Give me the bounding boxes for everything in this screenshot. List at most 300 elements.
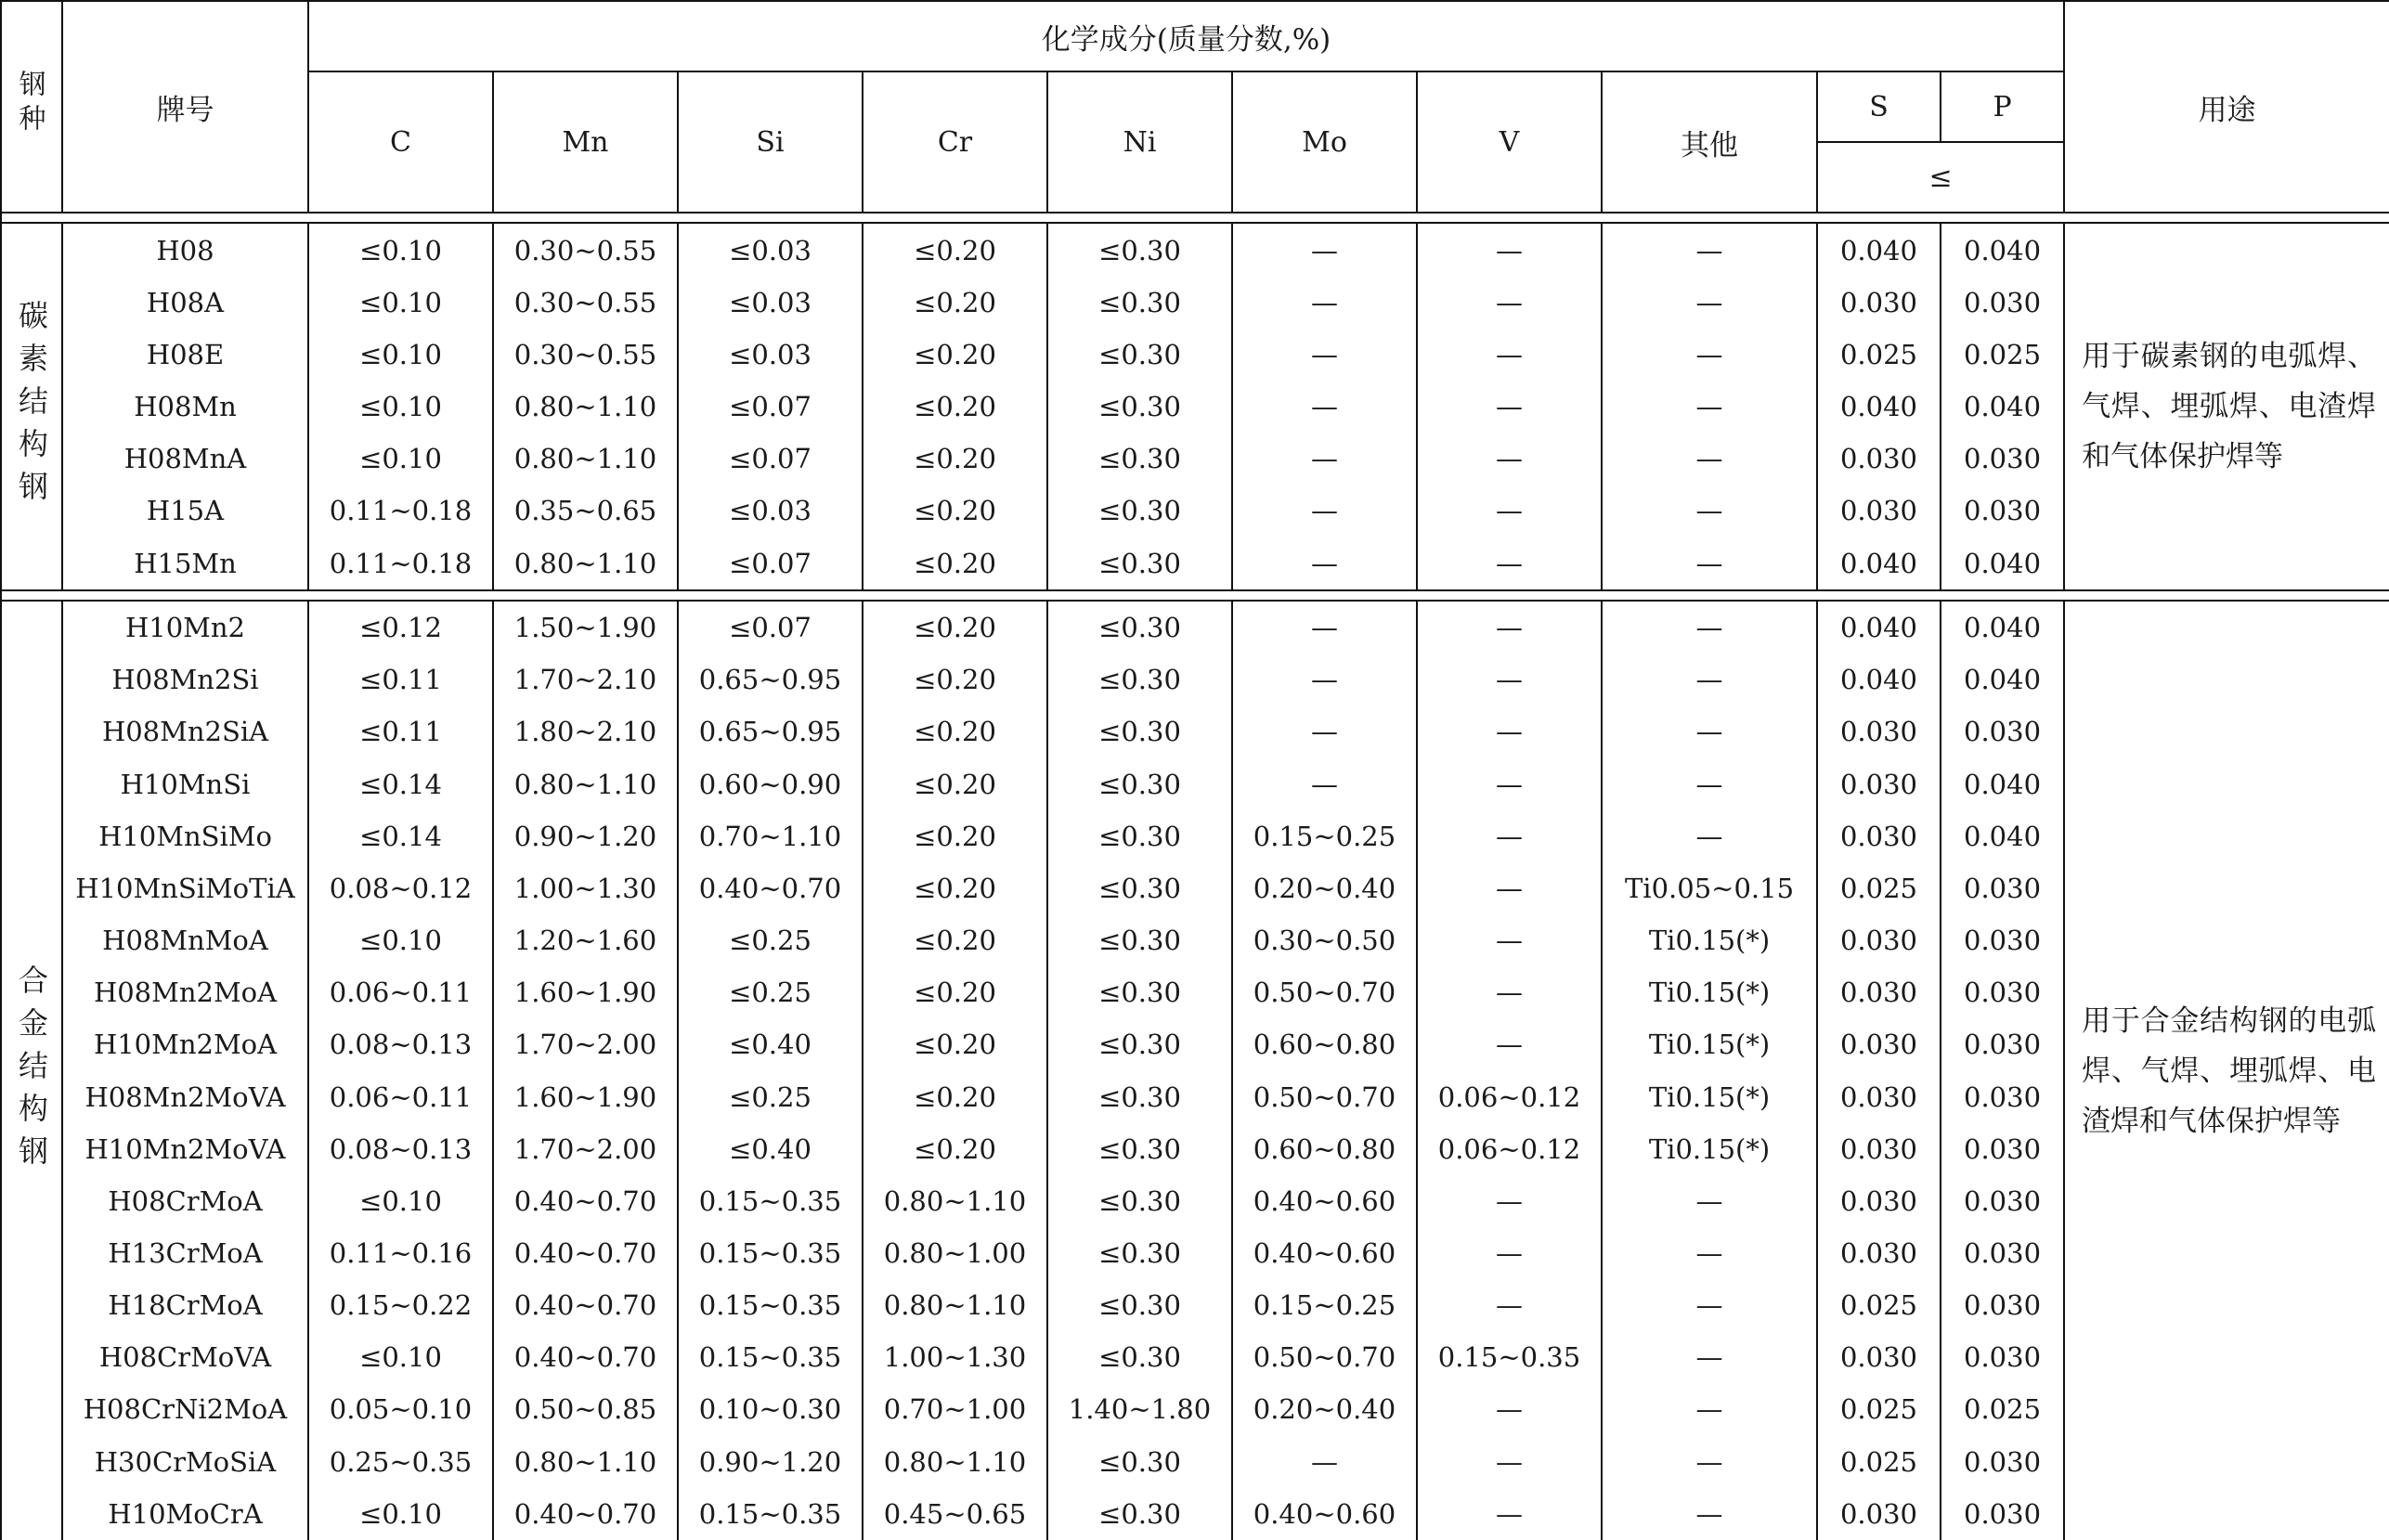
cell-mo: —	[1232, 223, 1417, 276]
cell-c: 0.11~0.18	[308, 537, 493, 589]
cell-ni: ≤0.30	[1047, 277, 1232, 329]
cell-ni: ≤0.30	[1047, 705, 1232, 757]
cell-cr: ≤0.20	[863, 1018, 1047, 1070]
cell-mn: 1.60~1.90	[493, 1070, 678, 1122]
cell-grade: H13CrMoA	[62, 1227, 308, 1279]
cell-other: Ti0.05~0.15	[1602, 862, 1817, 914]
cell-mo: 0.50~0.70	[1232, 1070, 1417, 1122]
cell-p: 0.030	[1941, 277, 2064, 329]
table-row	[1, 1488, 2389, 1540]
header-element-si: Si	[678, 71, 863, 213]
header-kind-label: 钢种	[15, 69, 47, 138]
header-sp-max: ≤	[1817, 142, 2064, 213]
cell-si: 0.15~0.35	[678, 1279, 863, 1331]
steel-kind-cell	[1, 601, 62, 1540]
cell-grade: H08Mn2MoA	[62, 966, 308, 1018]
header-grade: 牌号	[62, 1, 308, 213]
cell-si: ≤0.07	[678, 433, 863, 485]
cell-si: 0.10~0.30	[678, 1383, 863, 1435]
cell-mn: 1.60~1.90	[493, 966, 678, 1018]
cell-cr: 0.80~1.10	[863, 1175, 1047, 1227]
cell-p: 0.030	[1941, 1123, 2064, 1175]
cell-ni: ≤0.30	[1047, 1175, 1232, 1227]
cell-c: ≤0.10	[308, 381, 493, 433]
cell-ni: ≤0.30	[1047, 1488, 1232, 1540]
cell-c: 0.08~0.13	[308, 1018, 493, 1070]
cell-s: 0.030	[1817, 705, 1941, 757]
header-kind	[1, 1, 62, 213]
cell-v: —	[1417, 537, 1602, 589]
cell-si: ≤0.03	[678, 485, 863, 537]
cell-other: —	[1602, 654, 1817, 705]
steel-kind-label: 合金结构钢	[14, 964, 49, 1178]
cell-ni: ≤0.30	[1047, 1227, 1232, 1279]
cell-ni: ≤0.30	[1047, 654, 1232, 705]
cell-p: 0.030	[1941, 1175, 2064, 1227]
cell-ni: ≤0.30	[1047, 1436, 1232, 1488]
cell-mn: 0.30~0.55	[493, 329, 678, 381]
cell-si: ≤0.25	[678, 966, 863, 1018]
cell-cr: ≤0.20	[863, 537, 1047, 589]
cell-cr: ≤0.20	[863, 277, 1047, 329]
cell-mo: 0.50~0.70	[1232, 966, 1417, 1018]
cell-p: 0.030	[1941, 914, 2064, 966]
cell-other: —	[1602, 1227, 1817, 1279]
cell-v: —	[1417, 1018, 1602, 1070]
cell-p: 0.040	[1941, 758, 2064, 810]
cell-other: —	[1602, 758, 1817, 810]
cell-ni: ≤0.30	[1047, 1279, 1232, 1331]
cell-ni: ≤0.30	[1047, 537, 1232, 589]
cell-cr: ≤0.20	[863, 758, 1047, 810]
cell-si: 0.40~0.70	[678, 862, 863, 914]
cell-cr: ≤0.20	[863, 433, 1047, 485]
cell-si: ≤0.03	[678, 329, 863, 381]
cell-ni: 1.40~1.80	[1047, 1383, 1232, 1435]
cell-s: 0.030	[1817, 1070, 1941, 1122]
cell-ni: ≤0.30	[1047, 810, 1232, 862]
cell-si: ≤0.07	[678, 381, 863, 433]
cell-v: —	[1417, 601, 1602, 654]
cell-grade: H10Mn2MoVA	[62, 1123, 308, 1175]
cell-cr: 0.80~1.00	[863, 1227, 1047, 1279]
cell-c: ≤0.10	[308, 1175, 493, 1227]
table-row	[1, 1175, 2389, 1227]
steel-kind-cell	[1, 223, 62, 589]
cell-mo: —	[1232, 705, 1417, 757]
cell-other: —	[1602, 381, 1817, 433]
table-row	[1, 1070, 2389, 1122]
cell-cr: 0.70~1.00	[863, 1383, 1047, 1435]
section-padding-top	[1, 590, 2389, 601]
cell-v: —	[1417, 381, 1602, 433]
cell-p: 0.030	[1941, 433, 2064, 485]
cell-other: —	[1602, 1331, 1817, 1383]
cell-v: —	[1417, 1227, 1602, 1279]
cell-ni: ≤0.30	[1047, 601, 1232, 654]
cell-v: —	[1417, 862, 1602, 914]
table-row	[1, 705, 2389, 757]
cell-s: 0.030	[1817, 433, 1941, 485]
cell-s: 0.025	[1817, 329, 1941, 381]
cell-p: 0.030	[1941, 1227, 2064, 1279]
cell-cr: ≤0.20	[863, 810, 1047, 862]
steel-kind-label: 碳素结构钢	[14, 300, 49, 514]
cell-si: ≤0.25	[678, 1070, 863, 1122]
cell-grade: H08CrMoA	[62, 1175, 308, 1227]
cell-cr: ≤0.20	[863, 1123, 1047, 1175]
cell-p: 0.025	[1941, 329, 2064, 381]
cell-other: —	[1602, 223, 1817, 276]
cell-mn: 0.30~0.55	[493, 277, 678, 329]
cell-v: —	[1417, 223, 1602, 276]
header-composition: 化学成分(质量分数,%)	[308, 1, 2064, 71]
cell-mn: 0.80~1.10	[493, 433, 678, 485]
cell-other: —	[1602, 1175, 1817, 1227]
cell-s: 0.030	[1817, 1175, 1941, 1227]
cell-mn: 0.90~1.20	[493, 810, 678, 862]
cell-grade: H08	[62, 223, 308, 276]
cell-v: —	[1417, 654, 1602, 705]
cell-mn: 0.80~1.10	[493, 381, 678, 433]
cell-c: 0.25~0.35	[308, 1436, 493, 1488]
cell-cr: 1.00~1.30	[863, 1331, 1047, 1383]
cell-si: ≤0.40	[678, 1123, 863, 1175]
cell-p: 0.040	[1941, 537, 2064, 589]
cell-si: ≤0.07	[678, 601, 863, 654]
cell-v: 0.06~0.12	[1417, 1070, 1602, 1122]
cell-s: 0.030	[1817, 810, 1941, 862]
cell-mn: 0.40~0.70	[493, 1227, 678, 1279]
table-row	[1, 1436, 2389, 1488]
cell-v: —	[1417, 966, 1602, 1018]
cell-mn: 1.70~2.00	[493, 1018, 678, 1070]
cell-c: 0.08~0.12	[308, 862, 493, 914]
cell-cr: ≤0.20	[863, 966, 1047, 1018]
cell-mn: 0.80~1.10	[493, 1436, 678, 1488]
cell-mo: 0.15~0.25	[1232, 810, 1417, 862]
cell-ni: ≤0.30	[1047, 758, 1232, 810]
cell-p: 0.040	[1941, 381, 2064, 433]
cell-v: —	[1417, 433, 1602, 485]
cell-v: —	[1417, 810, 1602, 862]
cell-mo: —	[1232, 329, 1417, 381]
header-s: S	[1817, 71, 1941, 142]
table-row	[1, 485, 2389, 537]
cell-s: 0.030	[1817, 1488, 1941, 1540]
cell-v: —	[1417, 1488, 1602, 1540]
cell-v: —	[1417, 705, 1602, 757]
table-row	[1, 537, 2389, 589]
table-row	[1, 1383, 2389, 1435]
cell-cr: ≤0.20	[863, 1070, 1047, 1122]
cell-c: 0.11~0.18	[308, 485, 493, 537]
cell-grade: H08E	[62, 329, 308, 381]
cell-v: —	[1417, 1175, 1602, 1227]
cell-v: —	[1417, 277, 1602, 329]
header-element-v: V	[1417, 71, 1602, 213]
cell-grade: H15Mn	[62, 537, 308, 589]
section-padding-cell	[1, 213, 2389, 223]
table-row	[1, 1018, 2389, 1070]
cell-grade: H08MnMoA	[62, 914, 308, 966]
cell-v: —	[1417, 914, 1602, 966]
cell-ni: ≤0.30	[1047, 1331, 1232, 1383]
cell-c: ≤0.10	[308, 1331, 493, 1383]
cell-v: —	[1417, 1436, 1602, 1488]
cell-c: 0.06~0.11	[308, 1070, 493, 1122]
cell-s: 0.040	[1817, 601, 1941, 654]
cell-mo: —	[1232, 433, 1417, 485]
cell-grade: H10Mn2	[62, 601, 308, 654]
cell-other: —	[1602, 277, 1817, 329]
cell-c: ≤0.10	[308, 223, 493, 276]
cell-mo: —	[1232, 485, 1417, 537]
table-row	[1, 862, 2389, 914]
table-row	[1, 329, 2389, 381]
cell-cr: 0.80~1.10	[863, 1436, 1047, 1488]
cell-s: 0.040	[1817, 381, 1941, 433]
cell-cr: ≤0.20	[863, 381, 1047, 433]
cell-si: ≤0.25	[678, 914, 863, 966]
cell-grade: H08A	[62, 277, 308, 329]
cell-other: —	[1602, 485, 1817, 537]
cell-other: —	[1602, 1488, 1817, 1540]
cell-c: 0.15~0.22	[308, 1279, 493, 1331]
cell-grade: H18CrMoA	[62, 1279, 308, 1331]
cell-other: —	[1602, 537, 1817, 589]
cell-mo: 0.20~0.40	[1232, 862, 1417, 914]
cell-grade: H30CrMoSiA	[62, 1436, 308, 1488]
use-description: 用于碳素钢的电弧焊、气焊、埋弧焊、电渣焊和气体保护焊等	[2064, 223, 2389, 589]
table-row	[1, 1279, 2389, 1331]
cell-v: 0.15~0.35	[1417, 1331, 1602, 1383]
cell-mo: 0.60~0.80	[1232, 1018, 1417, 1070]
cell-s: 0.025	[1817, 1436, 1941, 1488]
header-element-c: C	[308, 71, 493, 213]
cell-s: 0.030	[1817, 1227, 1941, 1279]
cell-p: 0.030	[1941, 1018, 2064, 1070]
cell-grade: H08Mn	[62, 381, 308, 433]
cell-grade: H10MnSi	[62, 758, 308, 810]
section-padding-top	[1, 213, 2389, 223]
cell-mn: 0.80~1.10	[493, 537, 678, 589]
cell-p: 0.030	[1941, 1279, 2064, 1331]
cell-grade: H10MnSiMo	[62, 810, 308, 862]
cell-ni: ≤0.30	[1047, 329, 1232, 381]
cell-grade: H10Mn2MoA	[62, 1018, 308, 1070]
cell-mo: 0.50~0.70	[1232, 1331, 1417, 1383]
cell-other: Ti0.15(*)	[1602, 966, 1817, 1018]
cell-mn: 0.40~0.70	[493, 1279, 678, 1331]
cell-grade: H08CrNi2MoA	[62, 1383, 308, 1435]
table-row	[1, 966, 2389, 1018]
header-element-mn: Mn	[493, 71, 678, 213]
cell-p: 0.030	[1941, 1436, 2064, 1488]
cell-ni: ≤0.30	[1047, 433, 1232, 485]
cell-other: —	[1602, 433, 1817, 485]
cell-other: —	[1602, 1436, 1817, 1488]
cell-mo: —	[1232, 758, 1417, 810]
cell-other: —	[1602, 705, 1817, 757]
cell-mo: 0.20~0.40	[1232, 1383, 1417, 1435]
cell-mn: 1.00~1.30	[493, 862, 678, 914]
cell-c: ≤0.11	[308, 654, 493, 705]
cell-mn: 0.50~0.85	[493, 1383, 678, 1435]
cell-mo: —	[1232, 654, 1417, 705]
cell-v: 0.06~0.12	[1417, 1123, 1602, 1175]
cell-s: 0.040	[1817, 223, 1941, 276]
cell-p: 0.030	[1941, 1488, 2064, 1540]
cell-si: 0.90~1.20	[678, 1436, 863, 1488]
cell-s: 0.030	[1817, 758, 1941, 810]
cell-p: 0.040	[1941, 223, 2064, 276]
cell-mn: 1.70~2.00	[493, 1123, 678, 1175]
cell-p: 0.030	[1941, 862, 2064, 914]
cell-grade: H08MnA	[62, 433, 308, 485]
cell-s: 0.040	[1817, 654, 1941, 705]
cell-ni: ≤0.30	[1047, 914, 1232, 966]
cell-other: —	[1602, 810, 1817, 862]
cell-s: 0.030	[1817, 1123, 1941, 1175]
cell-c: ≤0.10	[308, 277, 493, 329]
cell-cr: ≤0.20	[863, 223, 1047, 276]
cell-s: 0.025	[1817, 1279, 1941, 1331]
cell-v: —	[1417, 758, 1602, 810]
cell-other: —	[1602, 329, 1817, 381]
cell-si: 0.15~0.35	[678, 1175, 863, 1227]
cell-s: 0.030	[1817, 485, 1941, 537]
cell-c: ≤0.11	[308, 705, 493, 757]
cell-other: Ti0.15(*)	[1602, 914, 1817, 966]
cell-cr: ≤0.20	[863, 654, 1047, 705]
cell-p: 0.030	[1941, 485, 2064, 537]
cell-s: 0.040	[1817, 537, 1941, 589]
cell-mo: 0.40~0.60	[1232, 1175, 1417, 1227]
section-padding-cell	[1, 590, 2389, 601]
cell-cr: 0.80~1.10	[863, 1279, 1047, 1331]
header-element-ni: Ni	[1047, 71, 1232, 213]
cell-grade: H08Mn2SiA	[62, 705, 308, 757]
cell-mn: 1.80~2.10	[493, 705, 678, 757]
cell-mn: 0.40~0.70	[493, 1488, 678, 1540]
table-row	[1, 601, 2389, 654]
cell-cr: ≤0.20	[863, 862, 1047, 914]
table-row	[1, 1227, 2389, 1279]
cell-v: —	[1417, 1279, 1602, 1331]
header-use: 用途	[2064, 1, 2389, 213]
cell-cr: ≤0.20	[863, 485, 1047, 537]
cell-ni: ≤0.30	[1047, 1123, 1232, 1175]
cell-si: ≤0.07	[678, 537, 863, 589]
cell-grade: H10MnSiMoTiA	[62, 862, 308, 914]
cell-si: 0.65~0.95	[678, 705, 863, 757]
cell-mo: 0.60~0.80	[1232, 1123, 1417, 1175]
cell-other: —	[1602, 1383, 1817, 1435]
table-row	[1, 381, 2389, 433]
table-row	[1, 914, 2389, 966]
cell-c: ≤0.10	[308, 433, 493, 485]
cell-mn: 0.40~0.70	[493, 1331, 678, 1383]
cell-c: ≤0.10	[308, 1488, 493, 1540]
cell-ni: ≤0.30	[1047, 966, 1232, 1018]
cell-mn: 1.70~2.10	[493, 654, 678, 705]
cell-mo: —	[1232, 1436, 1417, 1488]
cell-ni: ≤0.30	[1047, 485, 1232, 537]
cell-v: —	[1417, 329, 1602, 381]
cell-si: ≤0.03	[678, 223, 863, 276]
cell-s: 0.030	[1817, 966, 1941, 1018]
cell-v: —	[1417, 1383, 1602, 1435]
cell-mo: 0.40~0.60	[1232, 1488, 1417, 1540]
cell-s: 0.025	[1817, 1383, 1941, 1435]
cell-si: 0.65~0.95	[678, 654, 863, 705]
cell-si: 0.60~0.90	[678, 758, 863, 810]
cell-s: 0.030	[1817, 277, 1941, 329]
cell-other: —	[1602, 601, 1817, 654]
table-row	[1, 277, 2389, 329]
cell-p: 0.040	[1941, 601, 2064, 654]
cell-grade: H15A	[62, 485, 308, 537]
cell-p: 0.040	[1941, 810, 2064, 862]
cell-grade: H08Mn2Si	[62, 654, 308, 705]
cell-p: 0.030	[1941, 1070, 2064, 1122]
cell-grade: H08CrMoVA	[62, 1331, 308, 1383]
cell-si: 0.15~0.35	[678, 1331, 863, 1383]
cell-mo: 0.40~0.60	[1232, 1227, 1417, 1279]
cell-ni: ≤0.30	[1047, 1018, 1232, 1070]
cell-s: 0.030	[1817, 1331, 1941, 1383]
cell-ni: ≤0.30	[1047, 381, 1232, 433]
cell-cr: ≤0.20	[863, 601, 1047, 654]
cell-other: Ti0.15(*)	[1602, 1018, 1817, 1070]
cell-cr: ≤0.20	[863, 914, 1047, 966]
cell-ni: ≤0.30	[1047, 862, 1232, 914]
cell-s: 0.025	[1817, 862, 1941, 914]
table-row	[1, 433, 2389, 485]
cell-mn: 1.50~1.90	[493, 601, 678, 654]
use-description: 用于合金结构钢的电弧焊、气焊、埋弧焊、电渣焊和气体保护焊等	[2064, 601, 2389, 1540]
cell-c: ≤0.12	[308, 601, 493, 654]
table-row	[1, 810, 2389, 862]
cell-c: ≤0.10	[308, 329, 493, 381]
cell-mo: 0.15~0.25	[1232, 1279, 1417, 1331]
cell-p: 0.030	[1941, 1331, 2064, 1383]
table-row	[1, 1331, 2389, 1383]
cell-p: 0.025	[1941, 1383, 2064, 1435]
cell-ni: ≤0.30	[1047, 1070, 1232, 1122]
cell-c: 0.06~0.11	[308, 966, 493, 1018]
cell-grade: H08Mn2MoVA	[62, 1070, 308, 1122]
cell-other: Ti0.15(*)	[1602, 1123, 1817, 1175]
cell-mo: 0.30~0.50	[1232, 914, 1417, 966]
header-p: P	[1941, 71, 2064, 142]
cell-mn: 0.35~0.65	[493, 485, 678, 537]
cell-p: 0.040	[1941, 654, 2064, 705]
cell-si: 0.15~0.35	[678, 1488, 863, 1540]
cell-other: Ti0.15(*)	[1602, 1070, 1817, 1122]
cell-c: ≤0.14	[308, 758, 493, 810]
cell-mn: 0.30~0.55	[493, 223, 678, 276]
cell-mn: 1.20~1.60	[493, 914, 678, 966]
header-element-other: 其他	[1602, 71, 1817, 213]
header-element-mo: Mo	[1232, 71, 1417, 213]
cell-v: —	[1417, 485, 1602, 537]
cell-ni: ≤0.30	[1047, 223, 1232, 276]
cell-c: ≤0.10	[308, 914, 493, 966]
header-element-cr: Cr	[863, 71, 1047, 213]
table-row	[1, 223, 2389, 276]
